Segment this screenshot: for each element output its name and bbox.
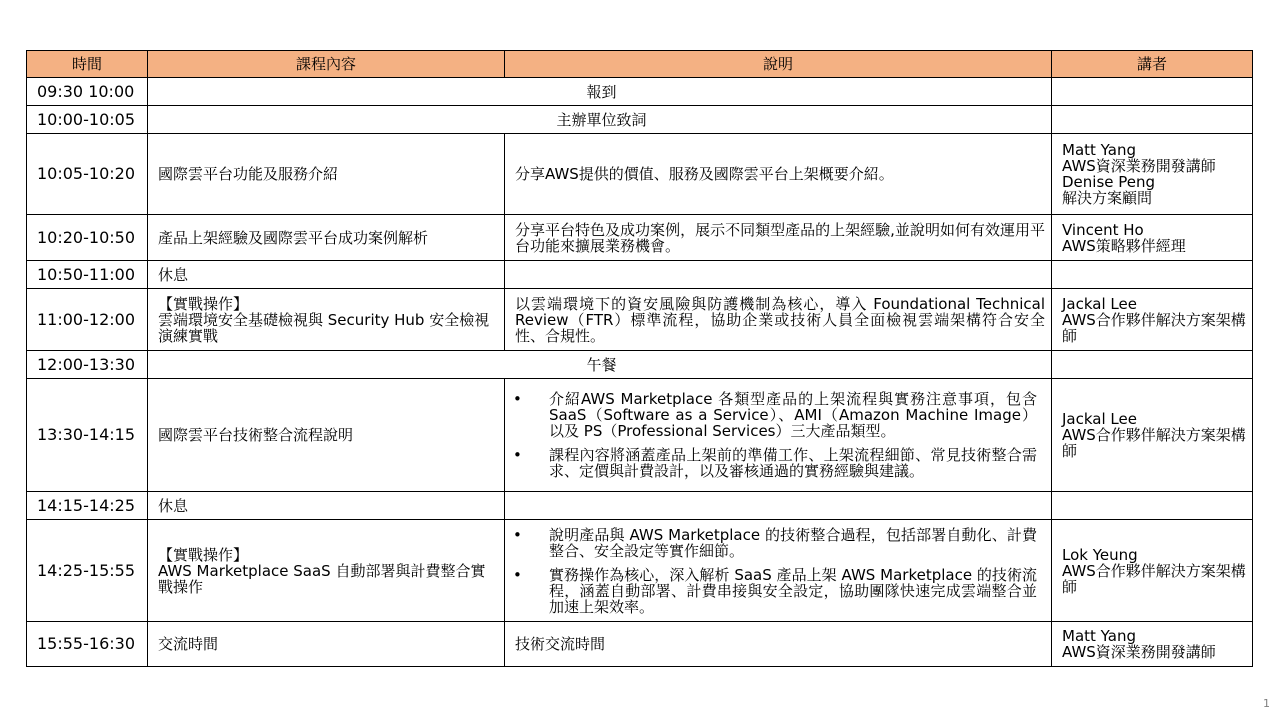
speaker-name: Matt Yang (1062, 141, 1136, 159)
time-cell: 10:00-10:05 (27, 106, 148, 134)
speaker-name: Jackal Lee (1062, 410, 1137, 428)
time-cell: 12:00-13:30 (27, 351, 148, 379)
speaker-cell (1052, 78, 1253, 106)
bullet-marker: • (513, 390, 522, 408)
table-row (27, 351, 1253, 379)
speaker-name: Denise Peng (1062, 173, 1156, 191)
speaker-cell (1052, 379, 1253, 492)
speaker-title: AWS合作夥伴解決方案架構師 (1062, 426, 1246, 460)
course-tag: 【實戰操作】 (158, 545, 249, 564)
speaker-cell (1052, 622, 1253, 667)
time-cell: 11:00-12:00 (27, 289, 148, 351)
speaker-cell (1052, 261, 1253, 289)
header-row (27, 51, 1253, 78)
time-cell: 13:30-14:15 (27, 379, 148, 492)
list-item (513, 447, 1037, 479)
speaker-name: Matt Yang (1062, 627, 1136, 645)
bullet-text: 說明產品與 AWS Marketplace 的技術整合過程，包括部署自動化、計費整合、安全設定等實作細節。 (549, 525, 1037, 560)
page-number: 1 (1263, 697, 1270, 710)
speaker-title: AWS合作夥伴解決方案架構師 (1062, 561, 1246, 596)
table-row (27, 379, 1253, 492)
course-cell: 交流時間 (148, 622, 505, 667)
table-row (27, 289, 1253, 351)
description-cell: 技術交流時間 (505, 622, 1052, 667)
merged-cell: 主辦單位致詞 (148, 106, 1052, 134)
time-cell: 14:25-15:55 (27, 520, 148, 622)
bullet-marker: • (513, 525, 522, 544)
speaker-name: Vincent Ho (1062, 220, 1144, 239)
speaker-cell (1052, 215, 1253, 261)
course-cell: 產品上架經驗及國際雲平台成功案例解析 (148, 215, 505, 261)
merged-cell: 午餐 (148, 351, 1052, 379)
time-cell: 10:20-10:50 (27, 215, 148, 261)
speaker-cell (1052, 520, 1253, 622)
bullet-text: 課程內容將涵蓋產品上架前的準備工作、上架流程細節、常見技術整合需求、定價與計費設計，以及審核通過的實務經驗與建議。 (549, 446, 1037, 480)
table-row (27, 78, 1253, 106)
speaker-cell (1052, 134, 1253, 215)
speaker-title: 解決方案顧問 (1062, 189, 1153, 207)
speaker-title: AWS資深業務開發講師 (1062, 157, 1216, 175)
time-cell: 14:15-14:25 (27, 492, 148, 520)
table-row (27, 520, 1253, 622)
description-cell: 分享AWS提供的價值、服務及國際雲平台上架概要介紹。 (505, 134, 1052, 215)
course-title: 雲端環境安全基礎檢視與 Security Hub 安全檢視演練實戰 (158, 310, 490, 345)
table-row (27, 261, 1253, 289)
course-title: AWS Marketplace SaaS 自動部署與計費整合實戰操作 (158, 561, 486, 596)
agenda-table (26, 50, 1253, 667)
speaker-name: Lok Yeung (1062, 545, 1138, 564)
course-cell (148, 520, 505, 622)
list-item (513, 527, 1037, 559)
course-tag: 【實戰操作】 (158, 294, 249, 313)
table-row (27, 492, 1253, 520)
table-row (27, 215, 1253, 261)
speaker-title: AWS資深業務開發講師 (1062, 643, 1216, 661)
speaker-cell (1052, 106, 1253, 134)
description-cell (505, 492, 1052, 520)
bullet-marker: • (513, 446, 522, 464)
description-cell (505, 379, 1052, 492)
description-cell: 以雲端環境下的資安風險與防護機制為核心，導入 Foundational Technical Review（FTR）標準流程，協助企業或技術人員全面檢視雲端架構符合安全性、合規性。 (505, 289, 1052, 351)
speaker-cell (1052, 289, 1253, 351)
merged-cell: 報到 (148, 78, 1052, 106)
description-cell: 分享平台特色及成功案例，展示不同類型產品的上架經驗,並說明如何有效運用平台功能來擴展業務機會。 (505, 215, 1052, 261)
header-speaker: 講者 (1052, 51, 1253, 78)
time-cell: 09:30 10:00 (27, 78, 148, 106)
bullet-marker: • (513, 565, 522, 584)
bullet-text: 實務操作為核心，深入解析 SaaS 產品上架 AWS Marketplace 的技術流程，涵蓋自動部署、計費串接與安全設定，協助團隊快速完成雲端整合並加速上架效率。 (549, 565, 1037, 616)
description-cell (505, 520, 1052, 622)
course-cell: 休息 (148, 492, 505, 520)
header-description: 說明 (505, 51, 1052, 78)
list-item (513, 567, 1037, 615)
list-item (513, 391, 1037, 439)
time-cell: 15:55-16:30 (27, 622, 148, 667)
speaker-name: Jackal Lee (1062, 294, 1137, 313)
time-cell: 10:50-11:00 (27, 261, 148, 289)
table-row (27, 134, 1253, 215)
speaker-title: AWS策略夥伴經理 (1062, 236, 1186, 255)
speaker-cell (1052, 351, 1253, 379)
speaker-cell (1052, 492, 1253, 520)
bullet-text: 介紹AWS Marketplace 各類型產品的上架流程與實務注意事項，包含 SaaS（Software as a Service）、AMI（Amazon Machine Image）以及 PS（Professional Services）三大產品類型。 (549, 390, 1037, 440)
table-row (27, 106, 1253, 134)
course-cell: 休息 (148, 261, 505, 289)
table-row (27, 622, 1253, 667)
course-cell: 國際雲平台功能及服務介紹 (148, 134, 505, 215)
course-cell (148, 289, 505, 351)
speaker-title: AWS合作夥伴解決方案架構師 (1062, 310, 1246, 345)
description-cell (505, 261, 1052, 289)
header-course: 課程內容 (148, 51, 505, 78)
time-cell: 10:05-10:20 (27, 134, 148, 215)
header-time: 時間 (27, 51, 148, 78)
course-cell: 國際雲平台技術整合流程說明 (148, 379, 505, 492)
